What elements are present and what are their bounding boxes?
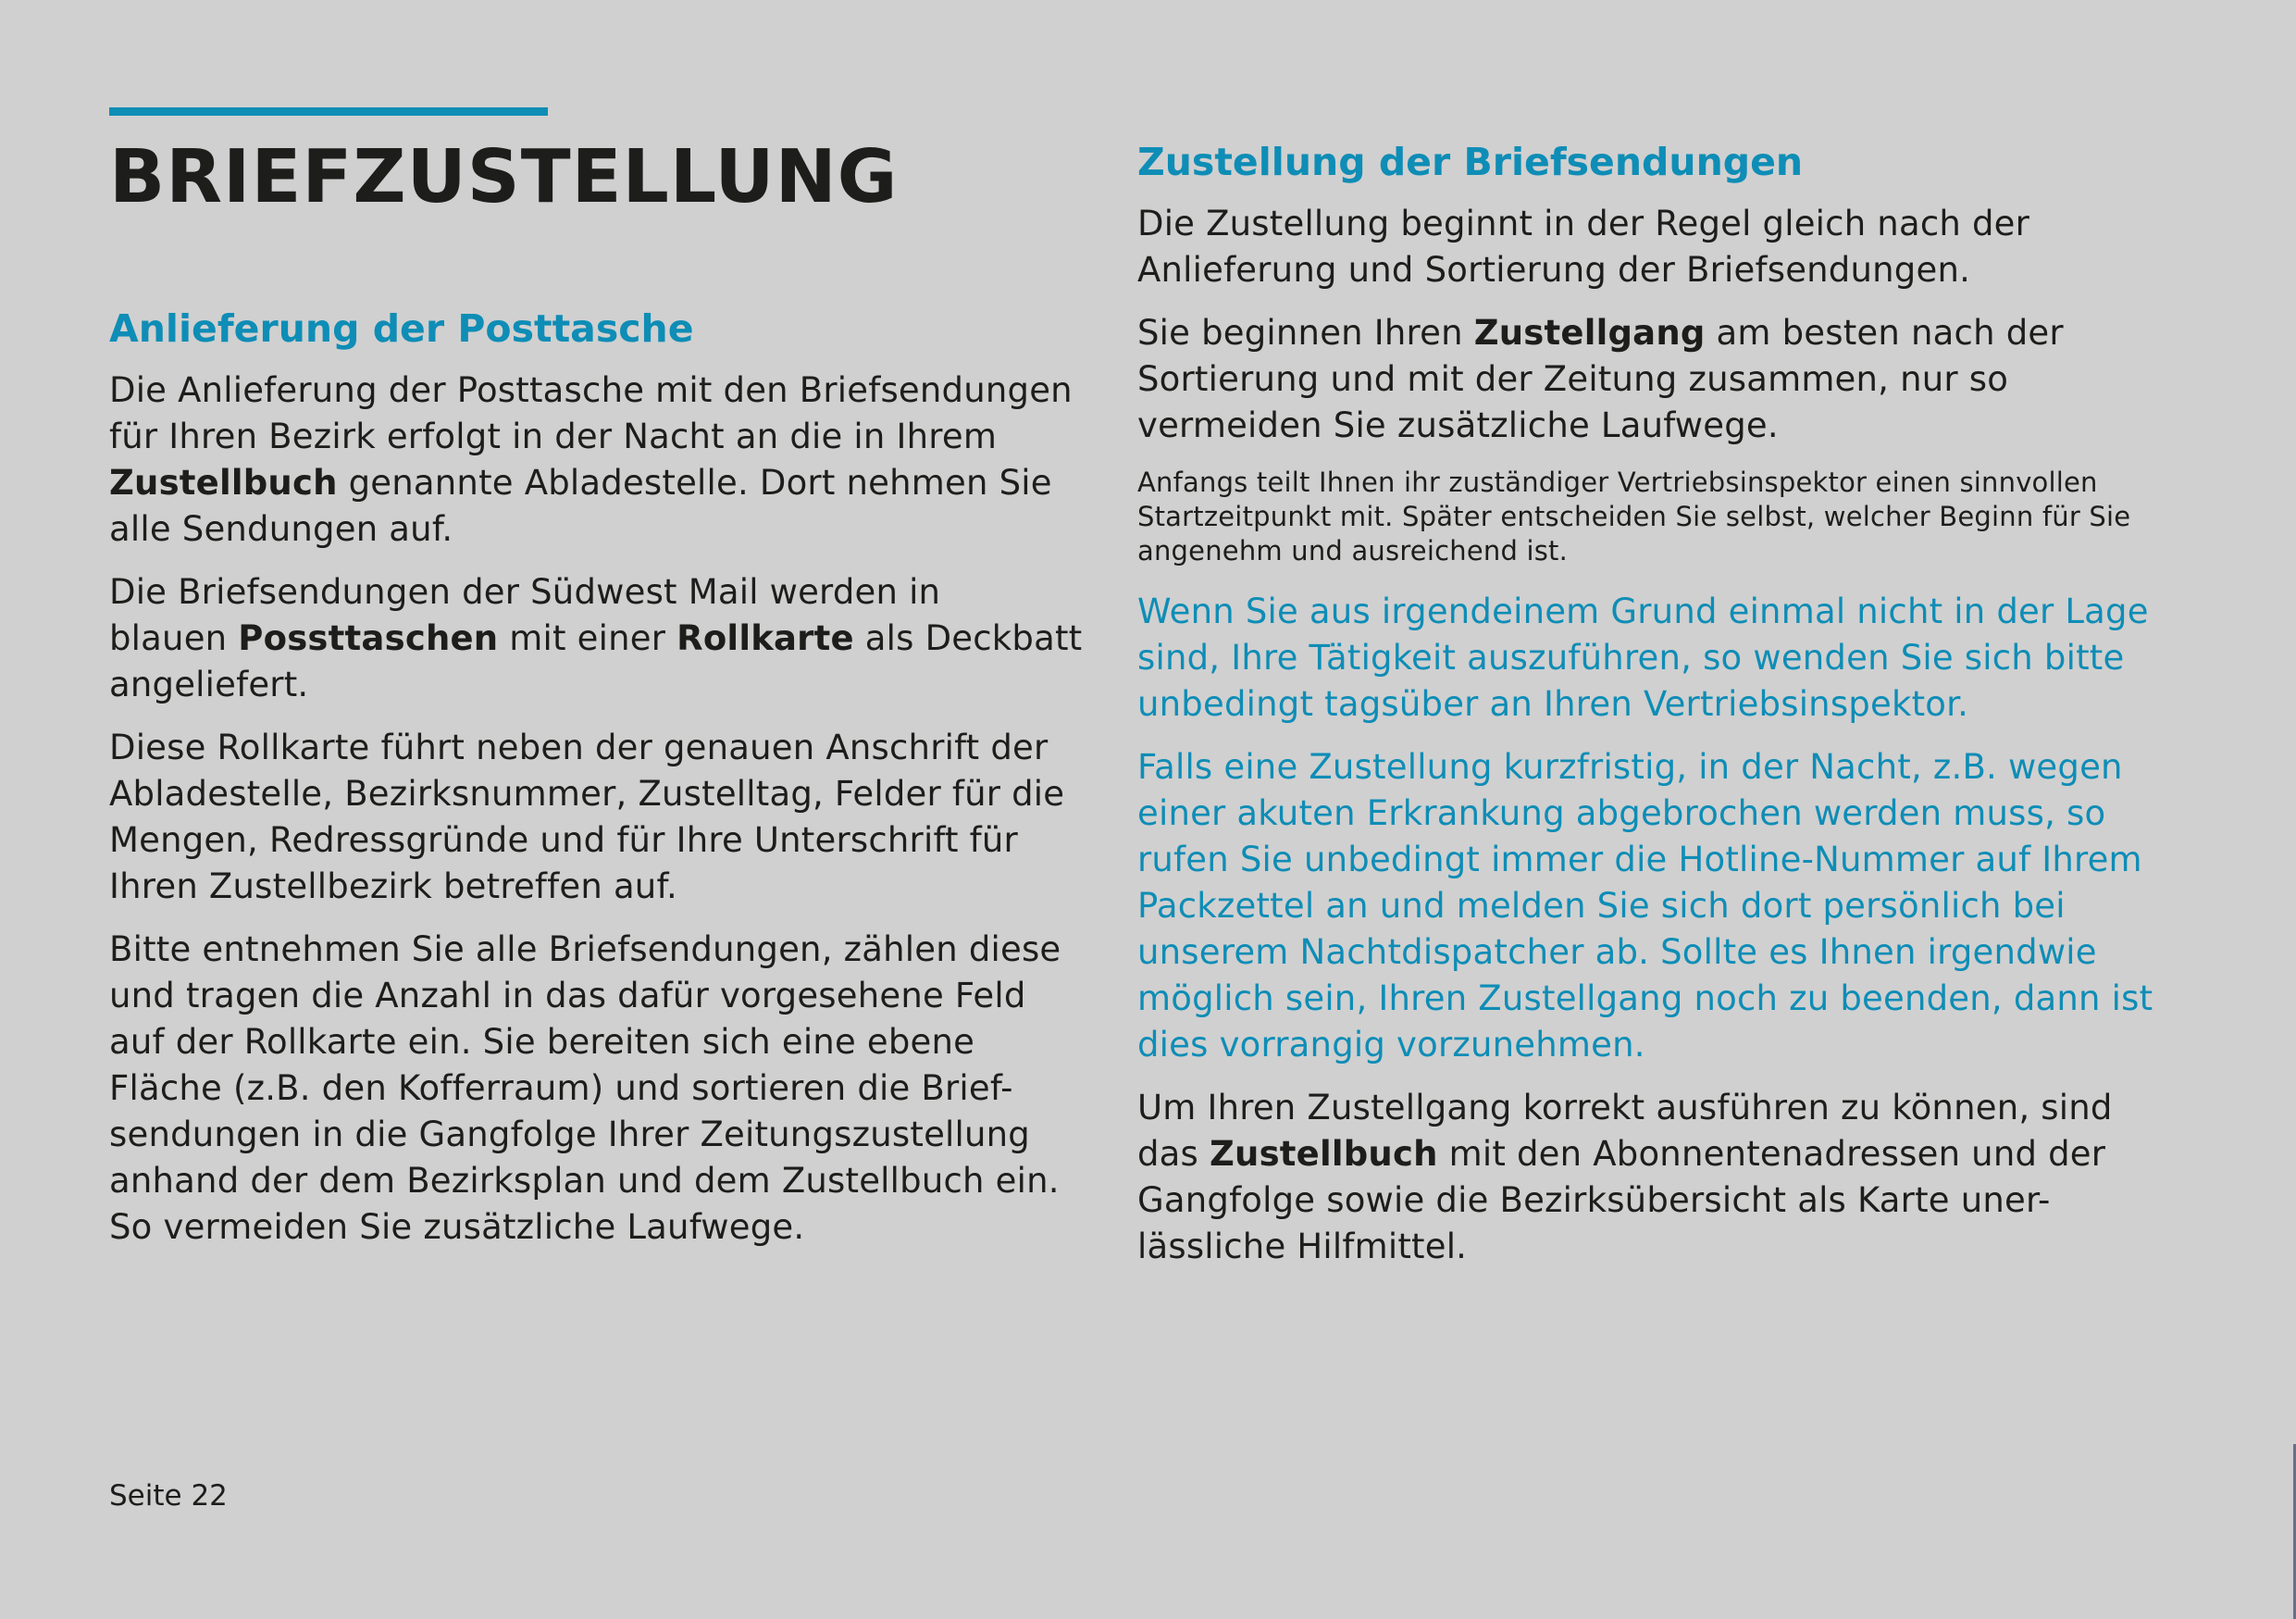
text-line: Um Ihren Zustellgang korrekt ausführen zu können, sind <box>1137 1088 2113 1127</box>
paragraph-anlieferung <box>109 367 1099 553</box>
text-line: Wenn Sie aus irgendeinem Grund einmal nicht in der Lage <box>1137 592 2149 631</box>
text-line: anhand der dem Bezirksplan und dem Zustellbuch ein. <box>109 1161 1060 1201</box>
text-line: vermeiden Sie zusätzliche Laufwege. <box>1137 405 1779 445</box>
right-column <box>1137 134 2192 1287</box>
text-run: genannte Abladestelle. Dort nehmen Sie <box>337 463 1052 503</box>
text-run: am besten nach der <box>1705 313 2064 353</box>
page-title: BRIEFZUSTELLUNG <box>109 134 899 219</box>
paragraph-hilfsmittel <box>1137 1085 2192 1270</box>
text-line: Fläche (z.B. den Kofferraum) und sortieren die Brief- <box>109 1068 1013 1108</box>
text-line: Startzeitpunkt mit. Später entscheiden Sie selbst, welcher Beginn für Sie <box>1137 501 2131 532</box>
text-line: auf der Rollkarte ein. Sie bereiten sich eine ebene <box>109 1022 975 1062</box>
text-line: dies vorrangig vorzunehmen. <box>1137 1025 1645 1065</box>
text-run: als Deckbatt <box>853 618 1083 658</box>
paragraph-rollkarte <box>109 725 1099 910</box>
text-line: angeliefert. <box>109 665 309 704</box>
text-line: Packzettel an und melden Sie sich dort persönlich bei <box>1137 886 2066 926</box>
text-line: rufen Sie unbedingt immer die Hotline-Nummer auf Ihrem <box>1137 840 2142 879</box>
bold-term-zustellbuch: Zustellbuch <box>1210 1134 1438 1174</box>
text-line <box>109 616 1099 662</box>
text-run: mit den Abonnentenadressen und der <box>1437 1134 2106 1174</box>
paragraph-zustellbeginn <box>1137 201 2192 293</box>
text-run: das <box>1137 1134 1210 1174</box>
text-line: Anfangs teilt Ihnen ihr zuständiger Vertriebsinspektor einen sinnvollen <box>1137 467 2098 498</box>
page-number: Seite 22 <box>109 1479 228 1513</box>
text-line: Die Briefsendungen der Südwest Mail werden in <box>109 572 941 612</box>
paragraph-sortierung <box>109 927 1099 1251</box>
text-line <box>1137 1131 2192 1177</box>
text-line <box>1137 310 2192 356</box>
bold-term-possttaschen: Possttaschen <box>238 618 499 658</box>
text-line: einer akuten Erkrankung abgebrochen werden muss, so <box>1137 793 2106 833</box>
section-heading-anlieferung: Anlieferung der Posttasche <box>109 306 694 351</box>
text-line: Mengen, Redressgründe und für Ihre Unterschrift für <box>109 820 1018 860</box>
text-line: Die Anlieferung der Posttasche mit den Briefsendungen <box>109 370 1073 410</box>
text-line: unserem Nachtdispatcher ab. Sollte es Ihnen irgendwie <box>1137 932 2097 972</box>
text-line: möglich sein, Ihren Zustellgang noch zu beenden, dann ist <box>1137 978 2153 1018</box>
title-accent-rule <box>109 107 548 116</box>
text-line: Anlieferung und Sortierung der Briefsendungen. <box>1137 250 1971 290</box>
text-line: Abladestelle, Bezirksnummer, Zustelltag, Felder für die <box>109 774 1065 814</box>
text-line: angenehm und ausreichend ist. <box>1137 535 1569 567</box>
text-line <box>109 460 1099 506</box>
paragraph-abbruch-notice <box>1137 744 2192 1068</box>
text-run: Sie beginnen Ihren <box>1137 313 1474 353</box>
text-line: unbedingt tagsüber an Ihren Vertriebsinspektor. <box>1137 684 1969 724</box>
bold-term-rollkarte: Rollkarte <box>676 618 854 658</box>
text-line: sind, Ihre Tätigkeit auszuführen, so wenden Sie sich bitte <box>1137 638 2125 678</box>
text-line: Diese Rollkarte führt neben der genauen Anschrift der <box>109 728 1049 767</box>
text-line: für Ihren Bezirk erfolgt in der Nacht an die in Ihrem <box>109 417 998 456</box>
paragraph-posttaschen <box>109 569 1099 708</box>
paragraph-startzeitpunkt-note <box>1137 466 2192 568</box>
left-column <box>109 301 1099 1267</box>
text-run: blauen <box>109 618 239 658</box>
text-line: Falls eine Zustellung kurzfristig, in der Nacht, z.B. wegen <box>1137 747 2123 787</box>
text-line: sendungen in die Gangfolge Ihrer Zeitungszustellung <box>109 1115 1030 1154</box>
text-line: Ihren Zustellbezirk betreffen auf. <box>109 866 677 906</box>
bold-term-zustellgang: Zustellgang <box>1473 313 1706 353</box>
text-run: mit einer <box>498 618 677 658</box>
text-line: Die Zustellung beginnt in der Regel gleich nach der <box>1137 204 2030 243</box>
text-line: Sortierung und mit der Zeitung zusammen, nur so <box>1137 359 2009 399</box>
section-heading-zustellung: Zustellung der Briefsendungen <box>1137 140 1804 184</box>
text-line: lässliche Hilfmittel. <box>1137 1227 1468 1266</box>
text-line: Gangfolge sowie die Bezirksübersicht als Karte uner- <box>1137 1180 2051 1220</box>
text-line: und tragen die Anzahl in das dafür vorgesehene Feld <box>109 976 1026 1015</box>
text-line: Bitte entnehmen Sie alle Briefsendungen, zählen diese <box>109 929 1061 969</box>
bold-term-zustellbuch: Zustellbuch <box>109 463 338 503</box>
text-line: alle Sendungen auf. <box>109 509 453 549</box>
paragraph-zustellgang <box>1137 310 2192 449</box>
text-line: So vermeiden Sie zusätzliche Laufwege. <box>109 1207 805 1247</box>
paragraph-verhinderung-notice <box>1137 589 2192 728</box>
